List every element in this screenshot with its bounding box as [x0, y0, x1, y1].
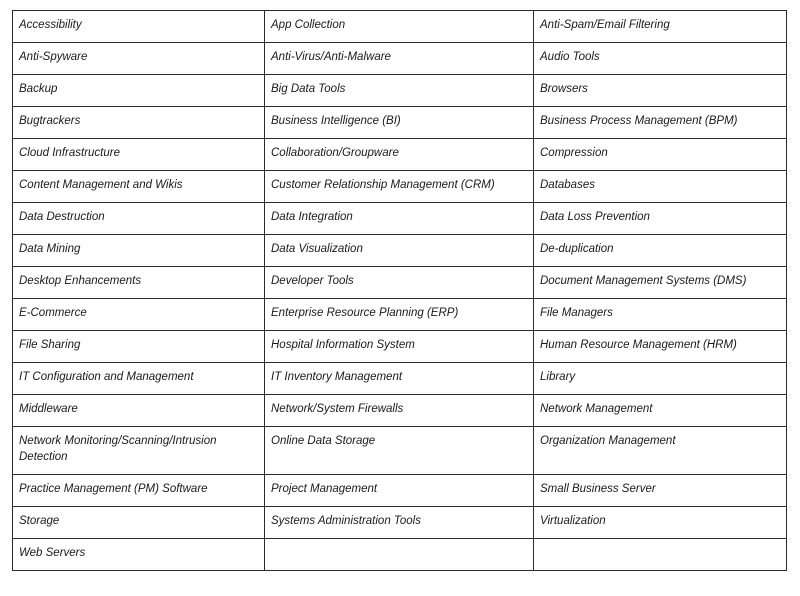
table-cell: Collaboration/Groupware	[265, 139, 534, 171]
table-cell: De-duplication	[534, 235, 787, 267]
table-cell: Compression	[534, 139, 787, 171]
table-cell: Project Management	[265, 475, 534, 507]
table-cell: E-Commerce	[13, 299, 265, 331]
table-cell: Middleware	[13, 395, 265, 427]
table-cell: Library	[534, 363, 787, 395]
table-cell: Content Management and Wikis	[13, 171, 265, 203]
table-cell: Anti-Spyware	[13, 43, 265, 75]
table-cell: File Sharing	[13, 331, 265, 363]
table-cell: Data Visualization	[265, 235, 534, 267]
table-cell: Anti-Virus/Anti-Malware	[265, 43, 534, 75]
table-cell: Enterprise Resource Planning (ERP)	[265, 299, 534, 331]
table-row	[13, 507, 787, 539]
table-row	[13, 299, 787, 331]
table-row	[13, 235, 787, 267]
table-cell: Cloud Infrastructure	[13, 139, 265, 171]
table-row	[13, 395, 787, 427]
table-row	[13, 427, 787, 475]
table-cell: Small Business Server	[534, 475, 787, 507]
table-cell: Network/System Firewalls	[265, 395, 534, 427]
table-cell: Virtualization	[534, 507, 787, 539]
table-cell: Anti-Spam/Email Filtering	[534, 11, 787, 43]
software-category-table	[12, 10, 787, 571]
table-cell: Big Data Tools	[265, 75, 534, 107]
table-cell: Web Servers	[13, 539, 265, 571]
table-cell: Online Data Storage	[265, 427, 534, 475]
table-row	[13, 11, 787, 43]
table-cell: Human Resource Management (HRM)	[534, 331, 787, 363]
table-cell: Data Destruction	[13, 203, 265, 235]
table-cell: App Collection	[265, 11, 534, 43]
table-cell: Storage	[13, 507, 265, 539]
table-cell: Accessibility	[13, 11, 265, 43]
table-cell: Bugtrackers	[13, 107, 265, 139]
table-cell: Developer Tools	[265, 267, 534, 299]
table-cell: IT Configuration and Management	[13, 363, 265, 395]
table-cell: IT Inventory Management	[265, 363, 534, 395]
table-row	[13, 539, 787, 571]
table-row	[13, 139, 787, 171]
table-cell: Customer Relationship Management (CRM)	[265, 171, 534, 203]
table-row	[13, 43, 787, 75]
table-cell: Hospital Information System	[265, 331, 534, 363]
table-row	[13, 171, 787, 203]
table-cell: Databases	[534, 171, 787, 203]
table-cell: Data Loss Prevention	[534, 203, 787, 235]
table-cell: Organization Management	[534, 427, 787, 475]
table-cell	[265, 539, 534, 571]
table-cell: Network Monitoring/Scanning/Intrusion Detection	[13, 427, 265, 475]
table-cell	[534, 539, 787, 571]
table-cell: Data Mining	[13, 235, 265, 267]
table-row	[13, 75, 787, 107]
table-row	[13, 107, 787, 139]
table-row	[13, 475, 787, 507]
table-row	[13, 331, 787, 363]
table-cell: File Managers	[534, 299, 787, 331]
table-cell: Business Intelligence (BI)	[265, 107, 534, 139]
table-cell: Document Management Systems (DMS)	[534, 267, 787, 299]
table-cell: Systems Administration Tools	[265, 507, 534, 539]
table-cell: Practice Management (PM) Software	[13, 475, 265, 507]
table-row	[13, 267, 787, 299]
table-body	[13, 11, 787, 571]
table-cell: Network Management	[534, 395, 787, 427]
table-cell: Backup	[13, 75, 265, 107]
table-row	[13, 363, 787, 395]
table-row	[13, 203, 787, 235]
table-cell: Data Integration	[265, 203, 534, 235]
table-cell: Business Process Management (BPM)	[534, 107, 787, 139]
table-cell: Audio Tools	[534, 43, 787, 75]
table-cell: Browsers	[534, 75, 787, 107]
table-cell: Desktop Enhancements	[13, 267, 265, 299]
